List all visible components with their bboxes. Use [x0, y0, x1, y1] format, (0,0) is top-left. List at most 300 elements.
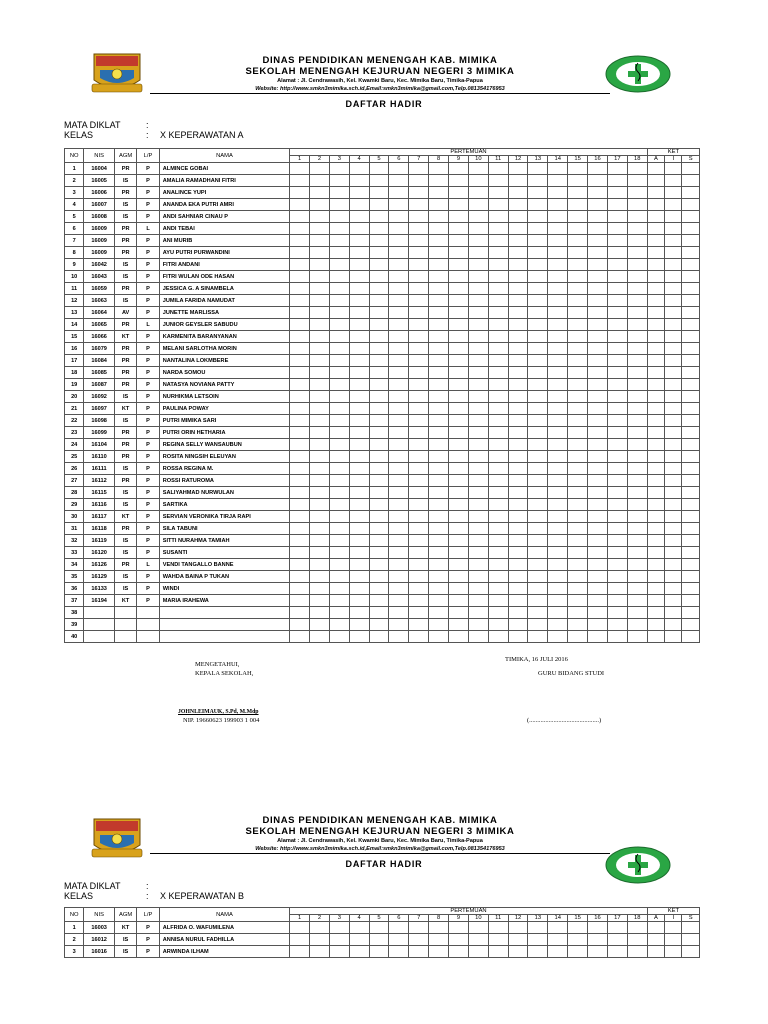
cell-attendance: [568, 367, 588, 379]
cell-attendance: [468, 259, 488, 271]
cell-attendance: [665, 583, 682, 595]
cell-lp: P: [137, 211, 159, 223]
cell-attendance: [508, 595, 528, 607]
cell-attendance: [682, 319, 700, 331]
cell-nama: [159, 619, 289, 631]
cell-attendance: [310, 211, 330, 223]
cell-attendance: [528, 475, 548, 487]
cell-nama: PUTRI ORIN HETHARIA: [159, 427, 289, 439]
cell-attendance: [468, 247, 488, 259]
cell-agm: [114, 619, 136, 631]
cell-attendance: [310, 922, 330, 934]
cell-attendance: [389, 403, 409, 415]
cell-attendance: [409, 283, 429, 295]
cell-attendance: [329, 319, 349, 331]
cell-attendance: [449, 523, 469, 535]
cell-attendance: [627, 247, 647, 259]
cell-attendance: [369, 415, 389, 427]
cell-no: 31: [65, 523, 84, 535]
cell-attendance: [647, 934, 664, 946]
cell-attendance: [682, 199, 700, 211]
cell-attendance: [290, 367, 310, 379]
cell-attendance: [429, 343, 449, 355]
cell-attendance: [409, 367, 429, 379]
class-info: [64, 881, 244, 901]
cell-attendance: [508, 247, 528, 259]
cell-attendance: [665, 934, 682, 946]
cell-attendance: [647, 319, 664, 331]
cell-attendance: [627, 175, 647, 187]
cell-attendance: [528, 535, 548, 547]
meeting-number: 5: [369, 156, 389, 163]
cell-nama: SERVIAN VERONIKA TIRJA RAPI: [159, 511, 289, 523]
cell-attendance: [369, 295, 389, 307]
cell-attendance: [389, 535, 409, 547]
header-row: [65, 149, 700, 156]
cell-attendance: [665, 547, 682, 559]
cell-attendance: [665, 307, 682, 319]
cell-attendance: [568, 451, 588, 463]
cell-nama: FITRI WULAN ODE HASAN: [159, 271, 289, 283]
cell-attendance: [329, 295, 349, 307]
cell-lp: L: [137, 319, 159, 331]
cell-attendance: [627, 355, 647, 367]
cell-attendance: [429, 427, 449, 439]
meeting-number: 3: [329, 915, 349, 922]
cell-lp: P: [137, 535, 159, 547]
cell-attendance: [488, 475, 508, 487]
cell-attendance: [468, 343, 488, 355]
cell-attendance: [468, 547, 488, 559]
cell-attendance: [488, 499, 508, 511]
table-row: [65, 475, 700, 487]
table-row: [65, 175, 700, 187]
cell-attendance: [429, 223, 449, 235]
letterhead: [150, 815, 610, 853]
cell-nama: NANTALINA LOKMBERE: [159, 355, 289, 367]
cell-attendance: [449, 367, 469, 379]
cell-attendance: [369, 247, 389, 259]
meeting-number: 8: [429, 156, 449, 163]
cell-attendance: [349, 175, 369, 187]
cell-attendance: [588, 547, 608, 559]
cell-attendance: [310, 391, 330, 403]
cell-attendance: [429, 922, 449, 934]
cell-attendance: [488, 331, 508, 343]
cell-attendance: [528, 319, 548, 331]
cell-attendance: [588, 211, 608, 223]
cell-attendance: [627, 451, 647, 463]
cell-attendance: [369, 922, 389, 934]
cell-attendance: [369, 487, 389, 499]
cell-attendance: [488, 223, 508, 235]
cell-nis: 16009: [84, 235, 115, 247]
cell-attendance: [682, 547, 700, 559]
cell-attendance: [349, 271, 369, 283]
meeting-number: 4: [349, 915, 369, 922]
cell-attendance: [488, 175, 508, 187]
cell-attendance: [449, 934, 469, 946]
cell-attendance: [548, 307, 568, 319]
cell-attendance: [369, 607, 389, 619]
cell-attendance: [488, 946, 508, 958]
cell-attendance: [508, 283, 528, 295]
cell-attendance: [290, 523, 310, 535]
cell-attendance: [568, 259, 588, 271]
cell-attendance: [369, 199, 389, 211]
cell-attendance: [528, 331, 548, 343]
cell-attendance: [607, 439, 627, 451]
cell-no: 39: [65, 619, 84, 631]
cell-attendance: [665, 415, 682, 427]
cell-no: 37: [65, 595, 84, 607]
cell-attendance: [508, 211, 528, 223]
cell-attendance: [468, 922, 488, 934]
cell-attendance: [468, 379, 488, 391]
cell-attendance: [647, 355, 664, 367]
cell-agm: KT: [114, 331, 136, 343]
cell-attendance: [290, 391, 310, 403]
cell-attendance: [369, 559, 389, 571]
cell-attendance: [468, 235, 488, 247]
cell-attendance: [429, 247, 449, 259]
cell-attendance: [528, 271, 548, 283]
cell-attendance: [508, 187, 528, 199]
cell-attendance: [508, 355, 528, 367]
cell-attendance: [528, 391, 548, 403]
cell-attendance: [409, 199, 429, 211]
cell-attendance: [682, 271, 700, 283]
cell-attendance: [409, 946, 429, 958]
cell-attendance: [310, 223, 330, 235]
cell-attendance: [369, 271, 389, 283]
meeting-number: 16: [588, 156, 608, 163]
meeting-number: 11: [488, 156, 508, 163]
cell-attendance: [369, 343, 389, 355]
cell-attendance: [548, 211, 568, 223]
cell-no: 6: [65, 223, 84, 235]
meeting-number: 2: [310, 915, 330, 922]
cell-attendance: [449, 451, 469, 463]
cell-attendance: [682, 607, 700, 619]
cell-attendance: [488, 571, 508, 583]
cell-no: 11: [65, 283, 84, 295]
cell-attendance: [349, 523, 369, 535]
cell-attendance: [468, 271, 488, 283]
cell-attendance: [389, 583, 409, 595]
meeting-number: 13: [528, 156, 548, 163]
cell-attendance: [665, 403, 682, 415]
cell-nama: WAHDA BAINA P TUKAN: [159, 571, 289, 583]
letterhead-divider: [150, 93, 610, 94]
colon: :: [146, 891, 149, 901]
cell-attendance: [409, 451, 429, 463]
cell-attendance: [369, 571, 389, 583]
table-row: [65, 499, 700, 511]
cell-lp: P: [137, 331, 159, 343]
class-info: [64, 120, 244, 140]
cell-no: 35: [65, 571, 84, 583]
cell-attendance: [290, 487, 310, 499]
cell-attendance: [588, 523, 608, 535]
cell-attendance: [310, 343, 330, 355]
table-row: [65, 331, 700, 343]
cell-attendance: [389, 571, 409, 583]
school-website: Website: http://www.smkn3mimika.sch.id,Email:smkn3mimika@gmail.com,Telp.081354176953: [255, 86, 505, 92]
cell-attendance: [607, 283, 627, 295]
cell-lp: P: [137, 946, 159, 958]
cell-attendance: [665, 343, 682, 355]
cell-attendance: [665, 199, 682, 211]
cell-no: 26: [65, 463, 84, 475]
cell-attendance: [627, 934, 647, 946]
cell-attendance: [627, 199, 647, 211]
cell-nama: NURHIKMA LETSOIN: [159, 391, 289, 403]
cell-attendance: [568, 319, 588, 331]
cell-lp: P: [137, 475, 159, 487]
cell-no: 25: [65, 451, 84, 463]
cell-nama: NATASYA NOVIANA PATTY: [159, 379, 289, 391]
table-row: [65, 163, 700, 175]
cell-attendance: [548, 922, 568, 934]
cell-attendance: [329, 559, 349, 571]
cell-attendance: [528, 463, 548, 475]
cell-attendance: [508, 379, 528, 391]
cell-nama: ARWINDA ILHAM: [159, 946, 289, 958]
cell-attendance: [310, 379, 330, 391]
cell-attendance: [528, 631, 548, 643]
cell-attendance: [508, 631, 528, 643]
cell-nis: 16098: [84, 415, 115, 427]
cell-attendance: [449, 235, 469, 247]
col-pertemuan-header: PERTEMUAN: [290, 149, 648, 156]
cell-nama: ANI MURIB: [159, 235, 289, 247]
cell-attendance: [607, 922, 627, 934]
cell-attendance: [329, 235, 349, 247]
cell-nis: 16092: [84, 391, 115, 403]
cell-attendance: [488, 547, 508, 559]
cell-attendance: [508, 475, 528, 487]
cell-attendance: [329, 439, 349, 451]
cell-attendance: [568, 535, 588, 547]
meeting-number: 6: [389, 156, 409, 163]
cell-attendance: [290, 571, 310, 583]
cell-attendance: [409, 631, 429, 643]
cell-attendance: [449, 499, 469, 511]
cell-attendance: [682, 922, 700, 934]
cell-nis: 16059: [84, 283, 115, 295]
table-row: [65, 487, 700, 499]
cell-attendance: [665, 499, 682, 511]
cell-attendance: [429, 451, 449, 463]
meeting-number: 12: [508, 156, 528, 163]
cell-lp: P: [137, 451, 159, 463]
cell-attendance: [682, 595, 700, 607]
cell-attendance: [627, 922, 647, 934]
cell-nis: 16116: [84, 499, 115, 511]
cell-agm: IS: [114, 415, 136, 427]
cell-attendance: [548, 523, 568, 535]
cell-attendance: [429, 547, 449, 559]
cell-no: 16: [65, 343, 84, 355]
cell-no: 22: [65, 415, 84, 427]
school-name: SEKOLAH MENENGAH KEJURUAN NEGERI 3 MIMIKA: [245, 826, 515, 837]
cell-attendance: [290, 175, 310, 187]
cell-attendance: [389, 247, 409, 259]
cell-attendance: [508, 295, 528, 307]
cell-attendance: [349, 499, 369, 511]
cell-attendance: [449, 403, 469, 415]
cell-lp: P: [137, 934, 159, 946]
cell-attendance: [369, 475, 389, 487]
principal-name: JOHNLEIMAUK, S.Pd, M.Mdp: [178, 709, 259, 715]
table-row: [65, 463, 700, 475]
cell-attendance: [588, 499, 608, 511]
cell-attendance: [310, 319, 330, 331]
cell-attendance: [588, 223, 608, 235]
cell-attendance: [607, 259, 627, 271]
cell-attendance: [568, 283, 588, 295]
cell-attendance: [329, 199, 349, 211]
cell-attendance: [682, 295, 700, 307]
cell-attendance: [389, 619, 409, 631]
cell-attendance: [429, 571, 449, 583]
cell-nama: ANANDA EKA PUTRI AMRI: [159, 199, 289, 211]
cell-attendance: [588, 235, 608, 247]
cell-attendance: [607, 427, 627, 439]
cell-nis: 16111: [84, 463, 115, 475]
cell-lp: P: [137, 271, 159, 283]
cell-attendance: [389, 235, 409, 247]
cell-attendance: [488, 934, 508, 946]
cell-attendance: [468, 187, 488, 199]
table-row: [65, 307, 700, 319]
cell-agm: IS: [114, 271, 136, 283]
cell-attendance: [409, 511, 429, 523]
table-row: [65, 547, 700, 559]
cell-attendance: [349, 631, 369, 643]
cell-attendance: [665, 439, 682, 451]
cell-attendance: [429, 583, 449, 595]
cell-agm: IS: [114, 199, 136, 211]
cell-attendance: [349, 439, 369, 451]
cell-no: 2: [65, 175, 84, 187]
cell-attendance: [528, 295, 548, 307]
cell-attendance: [409, 295, 429, 307]
cell-attendance: [449, 259, 469, 271]
cell-attendance: [349, 295, 369, 307]
cell-attendance: [568, 271, 588, 283]
cell-attendance: [409, 535, 429, 547]
cell-attendance: [508, 367, 528, 379]
cell-attendance: [548, 595, 568, 607]
cell-attendance: [682, 187, 700, 199]
cell-nama: NARDA SOMOU: [159, 367, 289, 379]
cell-attendance: [607, 523, 627, 535]
cell-attendance: [528, 283, 548, 295]
cell-attendance: [607, 163, 627, 175]
cell-attendance: [468, 163, 488, 175]
cell-attendance: [329, 535, 349, 547]
cell-attendance: [409, 595, 429, 607]
cell-attendance: [389, 343, 409, 355]
cell-attendance: [468, 934, 488, 946]
cell-attendance: [329, 163, 349, 175]
cell-agm: KT: [114, 511, 136, 523]
cell-attendance: [627, 331, 647, 343]
cell-no: 15: [65, 331, 84, 343]
col-nis-header: NIS: [84, 908, 115, 922]
cell-attendance: [290, 499, 310, 511]
cell-attendance: [468, 451, 488, 463]
cell-attendance: [369, 631, 389, 643]
cell-attendance: [508, 307, 528, 319]
col-ket-header: KET: [647, 149, 699, 156]
cell-attendance: [290, 934, 310, 946]
cell-attendance: [449, 475, 469, 487]
cell-attendance: [627, 307, 647, 319]
cell-attendance: [508, 463, 528, 475]
cell-nama: MELANI SARLOTHA MORIN: [159, 343, 289, 355]
cell-attendance: [349, 199, 369, 211]
cell-attendance: [310, 934, 330, 946]
meeting-number: 10: [468, 915, 488, 922]
colon: :: [146, 120, 149, 130]
cell-attendance: [682, 559, 700, 571]
cell-attendance: [508, 199, 528, 211]
cell-attendance: [488, 235, 508, 247]
cell-no: 36: [65, 583, 84, 595]
cell-attendance: [568, 415, 588, 427]
cell-attendance: [449, 631, 469, 643]
cell-attendance: [548, 283, 568, 295]
cell-nis: 16043: [84, 271, 115, 283]
cell-attendance: [588, 403, 608, 415]
cell-attendance: [627, 271, 647, 283]
cell-attendance: [488, 487, 508, 499]
cell-attendance: [329, 223, 349, 235]
cell-lp: P: [137, 487, 159, 499]
cell-attendance: [548, 163, 568, 175]
cell-attendance: [588, 922, 608, 934]
cell-attendance: [329, 583, 349, 595]
cell-attendance: [409, 583, 429, 595]
cell-attendance: [310, 631, 330, 643]
cell-attendance: [568, 247, 588, 259]
letterhead-divider: [150, 853, 610, 854]
meeting-number: 6: [389, 915, 409, 922]
cell-nis: 16194: [84, 595, 115, 607]
cell-attendance: [682, 619, 700, 631]
cell-attendance: [665, 523, 682, 535]
cell-attendance: [429, 511, 449, 523]
cell-attendance: [290, 163, 310, 175]
teacher-signature-blank: (...........................................): [527, 717, 602, 724]
meeting-number: 1: [290, 156, 310, 163]
cell-nis: 16004: [84, 163, 115, 175]
cell-agm: IS: [114, 583, 136, 595]
cell-nama: SUSANTI: [159, 547, 289, 559]
cell-attendance: [568, 235, 588, 247]
attendance-table: [64, 907, 700, 958]
cell-attendance: [290, 427, 310, 439]
cell-attendance: [665, 451, 682, 463]
cell-attendance: [588, 259, 608, 271]
cell-attendance: [349, 487, 369, 499]
cell-lp: [137, 607, 159, 619]
cell-attendance: [488, 271, 508, 283]
cell-attendance: [588, 391, 608, 403]
